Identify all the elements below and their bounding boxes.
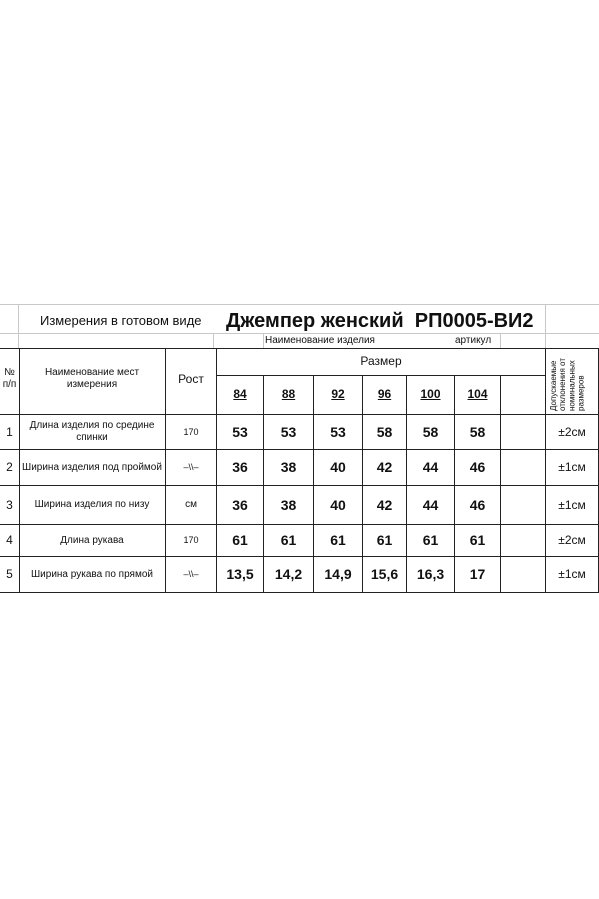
row-height: см: [185, 499, 197, 510]
row-name: Длина рукава: [60, 534, 124, 546]
row-value: 44: [422, 459, 439, 476]
row-value: 36: [232, 496, 248, 513]
row-value: 61: [330, 532, 346, 549]
row-value: 61: [422, 532, 439, 549]
row-value: 53: [232, 423, 248, 440]
grid-line: [263, 333, 264, 348]
row-value: 38: [280, 496, 297, 513]
size-header: 84: [233, 386, 247, 401]
row-value: 44: [422, 496, 439, 513]
row-name: Ширина изделия под проймой: [22, 461, 162, 473]
row-value: 42: [376, 459, 393, 476]
row-number: 4: [6, 533, 13, 548]
row-number: 1: [6, 424, 13, 439]
row-value: 17: [469, 566, 486, 583]
col-header-number: № п/п: [2, 367, 17, 390]
row-number: 5: [6, 567, 13, 582]
row-value: 14,9: [324, 566, 352, 583]
row-value: 40: [330, 459, 346, 476]
grid-line: [500, 333, 501, 348]
col-header-height: Рост: [178, 371, 204, 386]
row-number: 2: [6, 460, 13, 475]
row-height: 170: [183, 535, 199, 546]
row-value: 53: [330, 423, 346, 440]
row-value: 61: [232, 532, 248, 549]
row-height: –\\–: [183, 462, 199, 473]
row-value: 61: [376, 532, 393, 549]
article-label: артикул: [455, 334, 492, 346]
sheet-title: Джемпер женский РП0005-ВИ2: [226, 310, 534, 332]
col-header-tolerance: Допускаемые отклонения от номинальных размеров: [549, 358, 586, 411]
grid-line: [18, 304, 19, 348]
row-tolerance: ±2см: [558, 533, 586, 548]
grid-line: [213, 333, 214, 348]
row-value: 40: [330, 496, 346, 513]
product-name-label: Наименование изделия: [265, 334, 375, 346]
row-value: 58: [422, 423, 439, 440]
row-tolerance: ±1см: [558, 460, 586, 475]
table-border: [500, 375, 501, 593]
row-tolerance: ±2см: [558, 424, 586, 439]
sheet-subtitle: Измерения в готовом виде: [40, 313, 202, 329]
col-header-size: Размер: [360, 353, 402, 368]
table-border: [216, 375, 546, 376]
measurement-sheet: [0, 304, 599, 594]
row-value: 46: [469, 459, 486, 476]
size-header: 104: [467, 386, 488, 401]
row-value: 38: [280, 459, 297, 476]
row-value: 46: [469, 496, 486, 513]
row-value: 58: [469, 423, 486, 440]
table-border: [0, 348, 599, 349]
row-value: 53: [280, 423, 297, 440]
table-border: [0, 592, 599, 593]
row-name: Ширина рукава по прямой: [31, 568, 153, 580]
row-value: 36: [232, 459, 248, 476]
table-border: [19, 348, 20, 593]
row-value: 61: [469, 532, 486, 549]
row-value: 14,2: [274, 566, 303, 583]
col-header-name: Наименование мест измерения: [44, 367, 140, 390]
row-value: 15,6: [370, 566, 399, 583]
size-header: 88: [281, 386, 296, 401]
row-name: Длина изделия по средине спинки: [29, 420, 155, 443]
row-value: 42: [376, 496, 393, 513]
row-tolerance: ±1см: [558, 567, 586, 582]
row-number: 3: [6, 497, 13, 512]
size-header: 92: [331, 386, 345, 401]
size-header: 96: [377, 386, 392, 401]
row-height: –\\–: [183, 569, 199, 580]
size-header: 100: [420, 386, 441, 401]
row-value: 61: [280, 532, 297, 549]
row-value: 16,3: [416, 566, 445, 583]
row-name: Ширина изделия по низу: [34, 499, 150, 510]
row-value: 13,5: [226, 566, 254, 583]
row-tolerance: ±1см: [558, 497, 586, 512]
row-value: 58: [376, 423, 393, 440]
grid-line: [0, 304, 599, 305]
row-height: 170: [183, 426, 199, 437]
